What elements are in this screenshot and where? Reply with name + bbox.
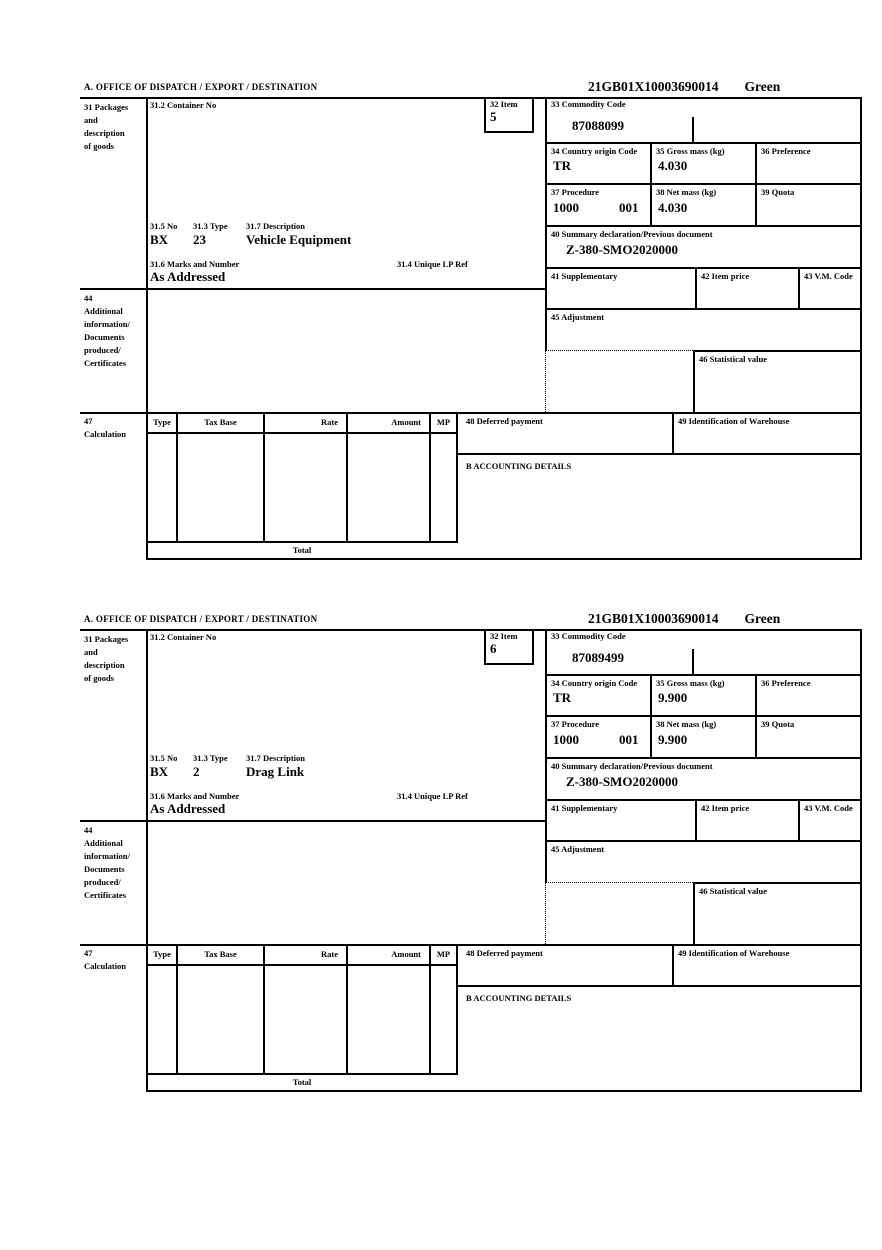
packages-no-value: BX — [150, 232, 169, 247]
col-type-header: Type — [153, 417, 171, 427]
col-mp-header: MP — [436, 417, 451, 427]
container-no-label: 31.2 Container No — [150, 100, 217, 110]
statistical-value-box — [693, 350, 862, 412]
deferred-warehouse-divider-line — [672, 412, 674, 455]
reference-number: 21GB01X10003690014 — [588, 611, 719, 626]
box44-label: information/ — [84, 319, 130, 329]
col-tax-base-header: Tax Base — [204, 417, 237, 427]
item-price-box — [695, 267, 798, 308]
statistical-value-label: 46 Statistical value — [699, 354, 767, 364]
adjustment-box — [545, 840, 862, 882]
supplementary-label: 41 Supplementary — [551, 271, 618, 281]
description-label: 31.7 Description — [246, 221, 306, 231]
marks-number-label: 31.6 Marks and Number — [150, 791, 240, 801]
marks-number-value: As Addressed — [150, 269, 226, 284]
declaration-reference — [588, 79, 806, 95]
country-origin-box — [545, 674, 650, 715]
quota-label: 39 Quota — [761, 187, 795, 197]
summary-declaration-box — [545, 225, 862, 267]
box31-label: and — [84, 115, 98, 125]
summary-declaration-box — [545, 757, 862, 799]
dotted-region — [545, 882, 693, 944]
container-no-label: 31.2 Container No — [150, 632, 217, 642]
col-mp-header: MP — [436, 949, 451, 959]
section-bottom-line — [146, 1090, 862, 1092]
box31-label: and — [84, 647, 98, 657]
summary-declaration-label: 40 Summary declaration/Previous document — [551, 761, 713, 771]
item-number-box — [484, 629, 534, 665]
deferred-row-bottom-line — [458, 453, 862, 455]
box47-label: Calculation — [84, 961, 127, 971]
net-mass-value: 4.030 — [658, 200, 688, 215]
vm-code-box — [798, 267, 862, 308]
reference-number: 21GB01X10003690014 — [588, 79, 719, 94]
supplementary-box — [545, 267, 695, 308]
vm-code-label: 43 V.M. Code — [804, 803, 853, 813]
preference-box — [755, 142, 862, 183]
net-mass-label: 38 Net mass (kg) — [656, 187, 717, 197]
box44-label: produced/ — [84, 345, 121, 355]
procedure-box — [545, 183, 650, 225]
quota-box — [755, 715, 862, 757]
supplementary-box — [545, 799, 695, 840]
col-amount-header: Amount — [391, 417, 421, 427]
procedure-main-value: 1000 — [553, 732, 579, 747]
commodity-code-box — [545, 97, 862, 142]
procedure-extra-value: 001 — [619, 200, 639, 215]
procedure-label: 37 Procedure — [551, 187, 600, 197]
gross-mass-value: 4.030 — [658, 158, 688, 173]
item-price-label: 42 Item price — [701, 803, 750, 813]
warehouse-label: 49 Identification of Warehouse — [678, 948, 790, 958]
summary-declaration-value: Z-380-SMO2020000 — [566, 774, 678, 789]
gross-mass-value: 9.900 — [658, 690, 688, 705]
gross-mass-box — [650, 674, 755, 715]
commodity-code-box — [545, 629, 862, 674]
col-tax-base-header: Tax Base — [204, 949, 237, 959]
adjustment-box — [545, 308, 862, 350]
box31-label: 31 Packages — [84, 634, 129, 644]
box44-label: Documents — [84, 332, 125, 342]
packages-no-value: BX — [150, 764, 169, 779]
box31-bottom-line — [80, 820, 545, 822]
item-number-value: 6 — [490, 641, 497, 656]
procedure-label: 37 Procedure — [551, 719, 600, 729]
box44-label: Certificates — [84, 358, 127, 368]
deferred-row-bottom-line — [458, 985, 862, 987]
section-bottom-line — [146, 558, 862, 560]
gross-mass-label: 35 Gross mass (kg) — [656, 678, 725, 688]
net-mass-box — [650, 183, 755, 225]
net-mass-value: 9.900 — [658, 732, 688, 747]
vm-code-label: 43 V.M. Code — [804, 271, 853, 281]
box31-label: description — [84, 660, 125, 670]
label-column-divider-line — [146, 97, 148, 560]
col-rate-header: Rate — [321, 949, 338, 959]
supplementary-label: 41 Supplementary — [551, 803, 618, 813]
table-bottom-line — [146, 1073, 458, 1075]
packages-no-label: 31.5 No — [150, 753, 178, 763]
routing-status: Green — [744, 79, 781, 94]
adjustment-label: 45 Adjustment — [551, 844, 605, 854]
box44-label: Additional — [84, 838, 123, 848]
box44-label: Documents — [84, 864, 125, 874]
item-label: 32 Item — [490, 631, 518, 641]
item-number-value: 5 — [490, 109, 497, 124]
box31-bottom-line — [80, 288, 545, 290]
commodity-code-label: 33 Commodity Code — [551, 99, 626, 109]
procedure-box — [545, 715, 650, 757]
box47-label: 47 — [84, 948, 93, 958]
office-of-dispatch-header: A. OFFICE OF DISPATCH / EXPORT / DESTINATION — [84, 82, 318, 92]
gross-mass-label: 35 Gross mass (kg) — [656, 146, 725, 156]
summary-declaration-value: Z-380-SMO2020000 — [566, 242, 678, 257]
country-origin-label: 34 Country origin Code — [551, 678, 638, 688]
country-origin-value: TR — [553, 158, 572, 173]
packages-type-label: 31.3 Type — [193, 753, 228, 763]
box47-label: 47 — [84, 416, 93, 426]
procedure-extra-value: 001 — [619, 732, 639, 747]
unique-lp-ref-label: 31.4 Unique LP Ref — [397, 259, 468, 269]
table-bottom-line — [146, 541, 458, 543]
total-label: Total — [292, 545, 312, 555]
country-origin-value: TR — [553, 690, 572, 705]
packages-type-label: 31.3 Type — [193, 221, 228, 231]
item-price-label: 42 Item price — [701, 271, 750, 281]
box31-label: of goods — [84, 673, 114, 683]
commodity-code-value: 87088099 — [572, 118, 624, 133]
box47-label: Calculation — [84, 429, 127, 439]
net-mass-label: 38 Net mass (kg) — [656, 719, 717, 729]
box44-label: Certificates — [84, 890, 127, 900]
summary-declaration-label: 40 Summary declaration/Previous document — [551, 229, 713, 239]
box31-label: 31 Packages — [84, 102, 129, 112]
box44-label: 44 — [84, 293, 93, 303]
office-of-dispatch-header: A. OFFICE OF DISPATCH / EXPORT / DESTINATION — [84, 614, 318, 624]
procedure-main-value: 1000 — [553, 200, 579, 215]
item-number-box — [484, 97, 534, 133]
packages-type-value: 2 — [193, 764, 200, 779]
label-column-divider-line — [146, 629, 148, 1092]
commodity-code-label: 33 Commodity Code — [551, 631, 626, 641]
col-rate-header: Rate — [321, 417, 338, 427]
commodity-code-value: 87089499 — [572, 650, 624, 665]
description-label: 31.7 Description — [246, 753, 306, 763]
warehouse-label: 49 Identification of Warehouse — [678, 416, 790, 426]
box44-label: information/ — [84, 851, 130, 861]
packages-type-value: 23 — [193, 232, 206, 247]
item-label: 32 Item — [490, 99, 518, 109]
adjustment-label: 45 Adjustment — [551, 312, 605, 322]
box44-label: produced/ — [84, 877, 121, 887]
col-amount-header: Amount — [391, 949, 421, 959]
routing-status: Green — [744, 611, 781, 626]
dotted-region — [545, 350, 693, 412]
deferred-warehouse-divider-line — [672, 944, 674, 987]
preference-box — [755, 674, 862, 715]
accounting-details-label: B ACCOUNTING DETAILS — [466, 461, 572, 471]
box44-label: 44 — [84, 825, 93, 835]
unique-lp-ref-label: 31.4 Unique LP Ref — [397, 791, 468, 801]
box44-label: Additional — [84, 306, 123, 316]
net-mass-box — [650, 715, 755, 757]
declaration-item-section — [80, 611, 862, 1092]
quota-label: 39 Quota — [761, 719, 795, 729]
accounting-details-label: B ACCOUNTING DETAILS — [466, 993, 572, 1003]
box31-label: of goods — [84, 141, 114, 151]
preference-label: 36 Preference — [761, 678, 811, 688]
statistical-value-label: 46 Statistical value — [699, 886, 767, 896]
goods-description-value: Vehicle Equipment — [246, 232, 352, 247]
country-origin-box — [545, 142, 650, 183]
commodity-code-divider-line — [692, 117, 694, 142]
commodity-code-divider-line — [692, 649, 694, 674]
item-price-box — [695, 799, 798, 840]
marks-number-value: As Addressed — [150, 801, 226, 816]
deferred-payment-label: 48 Deferred payment — [466, 416, 543, 426]
col-type-header: Type — [153, 949, 171, 959]
declaration-reference — [588, 611, 806, 627]
preference-label: 36 Preference — [761, 146, 811, 156]
goods-description-value: Drag Link — [246, 764, 305, 779]
box31-label: description — [84, 128, 125, 138]
statistical-value-box — [693, 882, 862, 944]
total-label: Total — [292, 1077, 312, 1087]
marks-number-label: 31.6 Marks and Number — [150, 259, 240, 269]
packages-no-label: 31.5 No — [150, 221, 178, 231]
vm-code-box — [798, 799, 862, 840]
declaration-item-section — [80, 79, 862, 560]
country-origin-label: 34 Country origin Code — [551, 146, 638, 156]
deferred-payment-label: 48 Deferred payment — [466, 948, 543, 958]
gross-mass-box — [650, 142, 755, 183]
quota-box — [755, 183, 862, 225]
